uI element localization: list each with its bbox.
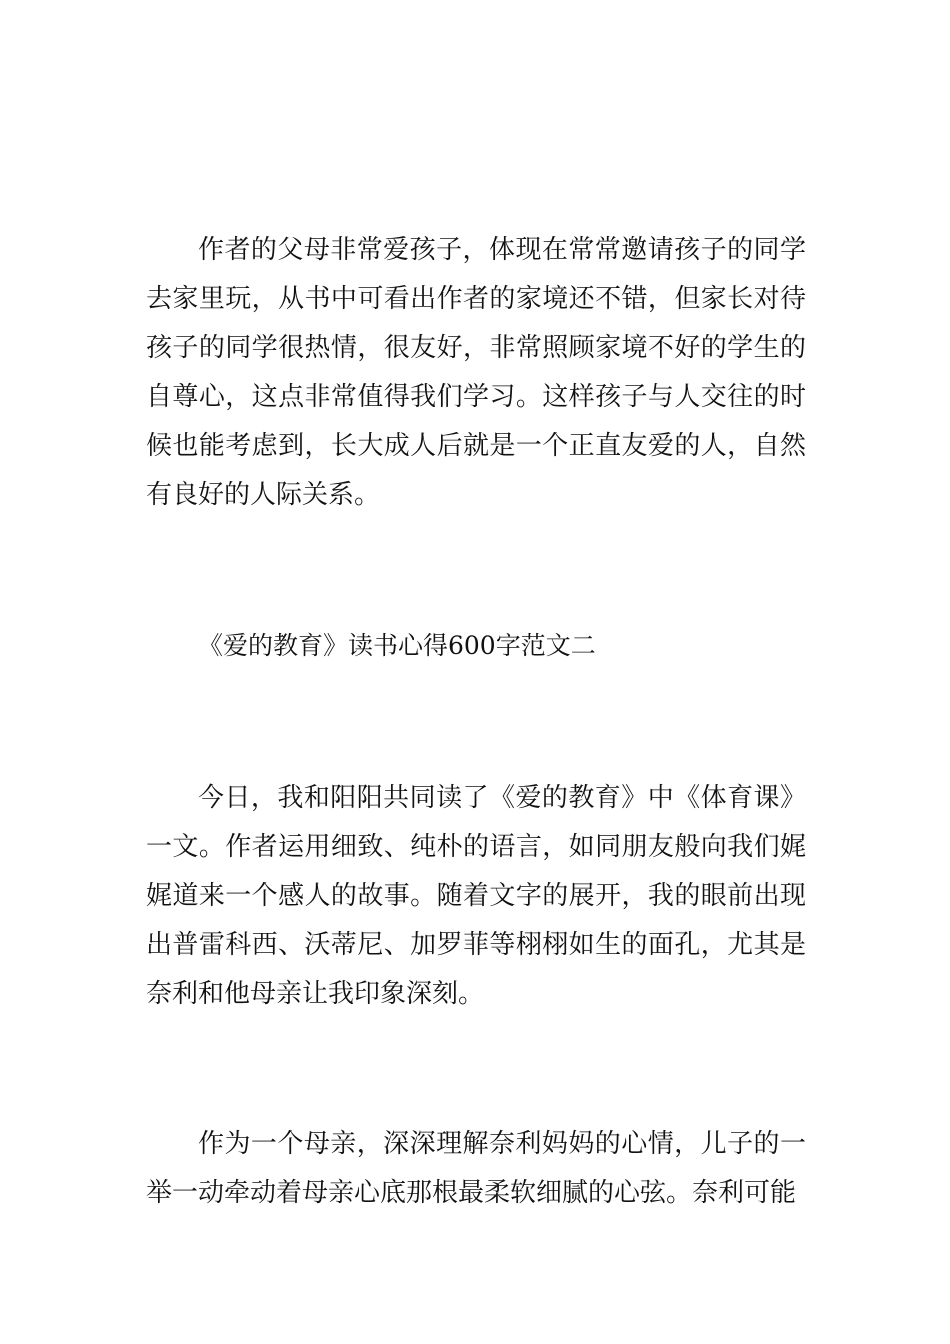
paragraph-mother: 作为一个母亲，深深理解奈利妈妈的心情，儿子的一举一动牵动着母亲心底那根最柔软细腻的心弦。奈利可能 (146, 1129, 806, 1208)
paragraph-pe-class: 今日，我和阳阳共同读了《爱的教育》中《体育课》一文。作者运用细致、纯朴的语言，如同朋友般向我们娓娓道来一个感人的故事。随着文字的展开，我的眼前出现出普雷科西、沃蒂尼、加罗菲等栩栩如生的面孔，尤其是奈利和他母亲让我印象深刻。 (146, 783, 806, 1009)
section-heading: 《爱的教育》读书心得600字范文二 (198, 631, 596, 660)
paragraph-parents-love: 作者的父母非常爱孩子，体现在常常邀请孩子的同学去家里玩，从书中可看出作者的家境还不错，但家长对待孩子的同学很热情，很友好，非常照顾家境不好的学生的自尊心，这点非常值得我们学习。这样孩子与人交往的时候也能考虑到，长大成人后就是一个正直友爱的人，自然有良好的人际关系。 (146, 235, 806, 510)
